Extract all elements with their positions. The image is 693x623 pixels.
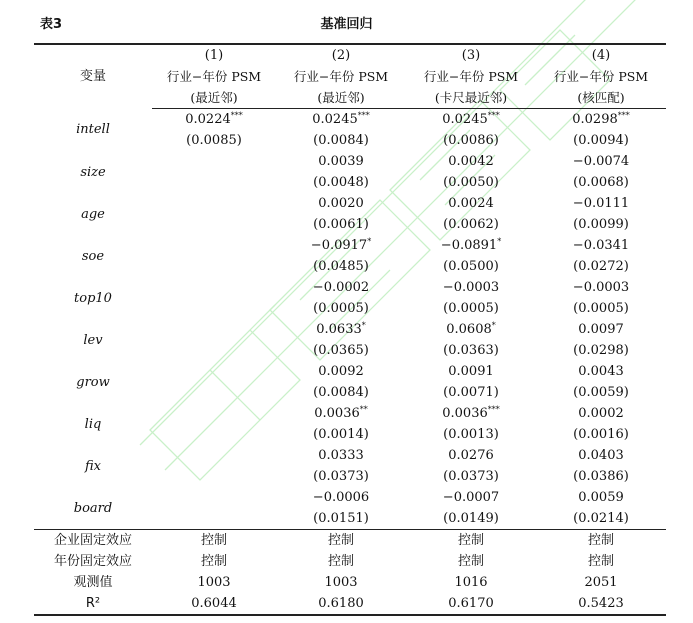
table-header <box>34 44 666 109</box>
table-body <box>34 109 666 616</box>
std-error-cell <box>152 382 276 403</box>
std-error-cell: (0.0485) <box>313 259 369 274</box>
significance-stars: *** <box>487 111 500 120</box>
coef-row <box>34 235 666 256</box>
coefficient-value: 0.0091 <box>448 364 494 379</box>
coefficient-value: −0.0003 <box>572 280 630 295</box>
coefficient-cell <box>406 319 536 340</box>
coefficient-value: 0.0039 <box>318 154 364 169</box>
coef-row <box>34 193 666 214</box>
coefficient-cell <box>536 319 666 340</box>
coefficient-cell <box>536 361 666 382</box>
coefficient-cell <box>536 193 666 214</box>
std-error-cell: (0.0014) <box>313 427 369 442</box>
coefficient-value: 0.0059 <box>578 490 624 505</box>
std-error-cell: (0.0298) <box>573 343 629 358</box>
std-error-cell <box>152 214 276 235</box>
coefficient-value: 0.0092 <box>318 364 364 379</box>
std-error-cell: (0.0013) <box>443 427 499 442</box>
coefficient-cell <box>276 403 406 424</box>
coefficient-cell <box>406 151 536 172</box>
footer-value: 控制 <box>406 530 536 552</box>
significance-stars: * <box>361 321 366 330</box>
coef-row <box>34 487 666 508</box>
coefficient-value: 0.0024 <box>448 196 494 211</box>
coefficient-value: −0.0917 <box>310 238 368 253</box>
column-method: 行业−年份 PSM <box>553 69 649 84</box>
significance-stars: * <box>367 237 372 246</box>
std-error-cell: (0.0071) <box>443 385 499 400</box>
footer-row <box>34 551 666 572</box>
footer-value: 1003 <box>324 575 358 590</box>
coefficient-value: 0.0403 <box>578 448 624 463</box>
coefficient-cell <box>406 235 536 256</box>
significance-stars: *** <box>357 111 370 120</box>
variable-name: board <box>73 500 113 516</box>
footer-value: 1016 <box>454 575 488 590</box>
coefficient-cell <box>152 235 276 256</box>
coefficient-cell <box>152 193 276 214</box>
std-error-cell: (0.0373) <box>443 469 499 484</box>
footer-value: 0.6180 <box>276 593 406 615</box>
coefficient-value: 0.0036 <box>314 406 360 421</box>
coefficient-cell <box>406 277 536 298</box>
coefficient-value: 0.0036 <box>442 406 488 421</box>
coefficient-cell <box>276 235 406 256</box>
significance-stars: *** <box>230 111 243 120</box>
variable-name: size <box>80 164 106 180</box>
std-error-cell: (0.0084) <box>313 133 369 148</box>
std-error-cell: (0.0005) <box>573 301 629 316</box>
significance-stars: *** <box>617 111 630 120</box>
std-error-cell <box>152 172 276 193</box>
std-error-cell: (0.0085) <box>186 133 242 148</box>
coefficient-cell <box>276 445 406 466</box>
coefficient-cell <box>536 151 666 172</box>
std-error-cell: (0.0365) <box>313 343 369 358</box>
coef-row <box>34 277 666 298</box>
coefficient-value: 0.0276 <box>448 448 494 463</box>
std-error-cell: (0.0005) <box>443 301 499 316</box>
table-title: 基准回归 <box>320 17 373 32</box>
variable-name: liq <box>84 416 102 432</box>
significance-stars: * <box>497 237 502 246</box>
coefficient-cell <box>152 403 276 424</box>
column-subtitle: (核匹配) <box>536 87 666 109</box>
footer-value: 0.6044 <box>152 593 276 615</box>
coefficient-cell <box>276 193 406 214</box>
coefficient-value: −0.0002 <box>312 280 370 295</box>
column-method: 行业−年份 PSM <box>293 69 389 84</box>
variable-name: top10 <box>74 290 112 306</box>
coefficient-value: 0.0245 <box>442 112 488 127</box>
std-error-cell: (0.0084) <box>313 385 369 400</box>
footer-row <box>34 572 666 593</box>
variable-name: age <box>81 206 105 222</box>
std-error-cell: (0.0272) <box>573 259 629 274</box>
column-number: (2) <box>276 44 406 66</box>
coefficient-value: −0.0341 <box>572 238 630 253</box>
footer-label: 观测值 <box>73 575 113 590</box>
coefficient-value: −0.0111 <box>572 196 630 211</box>
coef-row <box>34 319 666 340</box>
std-error-cell <box>152 508 276 530</box>
coefficient-value: 0.0633 <box>316 322 362 337</box>
significance-stars: *** <box>487 405 500 414</box>
footer-row <box>34 593 666 615</box>
coefficient-cell <box>536 235 666 256</box>
std-error-cell: (0.0048) <box>313 175 369 190</box>
footer-value: 0.6170 <box>406 593 536 615</box>
footer-value: 0.5423 <box>536 593 666 615</box>
footer-label: 年份固定效应 <box>53 554 132 569</box>
std-error-cell <box>152 466 276 487</box>
std-error-cell: (0.0386) <box>573 469 629 484</box>
std-error-cell: (0.0363) <box>443 343 499 358</box>
variable-header: 变量 <box>34 44 152 109</box>
column-number: (3) <box>406 44 536 66</box>
coefficient-value: 0.0298 <box>572 112 618 127</box>
coefficient-cell <box>406 193 536 214</box>
footer-value: 控制 <box>327 554 354 569</box>
coefficient-value: 0.0333 <box>318 448 364 463</box>
coefficient-value: 0.0043 <box>578 364 624 379</box>
coefficient-value: −0.0003 <box>442 280 500 295</box>
std-error-cell <box>152 256 276 277</box>
significance-stars: ** <box>359 405 368 414</box>
coefficient-value: 0.0002 <box>578 406 624 421</box>
variable-name: intell <box>76 122 110 138</box>
column-subtitle: (卡尺最近邻) <box>406 87 536 109</box>
variable-name: grow <box>76 374 110 390</box>
footer-value: 控制 <box>587 554 614 569</box>
std-error-cell: (0.0094) <box>573 133 629 148</box>
coefficient-cell <box>406 361 536 382</box>
std-error-cell: (0.0016) <box>573 427 629 442</box>
std-error-cell: (0.0086) <box>443 133 499 148</box>
coefficient-cell <box>152 487 276 508</box>
header-row-number <box>34 44 666 66</box>
variable-name: fix <box>84 458 101 474</box>
coefficient-cell <box>276 361 406 382</box>
coefficient-cell <box>536 403 666 424</box>
std-error-cell <box>152 298 276 319</box>
footer-value: 控制 <box>457 554 484 569</box>
column-method: 行业−年份 PSM <box>423 69 519 84</box>
coefficient-cell <box>536 277 666 298</box>
coefficient-cell <box>276 109 406 131</box>
std-error-cell: (0.0373) <box>313 469 369 484</box>
coefficient-value: 0.0097 <box>578 322 624 337</box>
footer-value: 控制 <box>536 530 666 552</box>
std-error-cell: (0.0149) <box>443 511 499 526</box>
coef-row <box>34 403 666 424</box>
coefficient-value: 0.0245 <box>312 112 358 127</box>
std-error-cell: (0.0500) <box>443 259 499 274</box>
coefficient-value: 0.0608 <box>446 322 492 337</box>
std-error-cell: (0.0151) <box>313 511 369 526</box>
coefficient-cell <box>152 319 276 340</box>
regression-table <box>34 43 666 616</box>
std-error-cell: (0.0068) <box>573 175 629 190</box>
coefficient-cell <box>276 487 406 508</box>
coefficient-cell <box>536 445 666 466</box>
coefficient-value: −0.0007 <box>442 490 500 505</box>
coef-row <box>34 151 666 172</box>
std-error-cell: (0.0214) <box>573 511 629 526</box>
footer-label: 企业固定效应 <box>34 530 152 552</box>
coef-row <box>34 445 666 466</box>
footer-value: 控制 <box>276 530 406 552</box>
variable-name: lev <box>83 332 103 348</box>
variable-name: soe <box>81 248 105 264</box>
coef-row <box>34 361 666 382</box>
coefficient-cell <box>152 109 276 131</box>
significance-stars: * <box>491 321 496 330</box>
coefficient-cell <box>276 151 406 172</box>
coefficient-cell <box>406 445 536 466</box>
coefficient-value: 0.0224 <box>185 112 231 127</box>
coef-row <box>34 109 666 131</box>
coefficient-value: −0.0074 <box>572 154 630 169</box>
column-subtitle: (最近邻) <box>152 87 276 109</box>
footer-value: 2051 <box>584 575 618 590</box>
column-method: 行业−年份 PSM <box>166 69 262 84</box>
column-number: (4) <box>536 44 666 66</box>
std-error-cell: (0.0059) <box>573 385 629 400</box>
std-error-cell: (0.0005) <box>313 301 369 316</box>
coefficient-cell <box>536 487 666 508</box>
std-error-cell: (0.0050) <box>443 175 499 190</box>
std-error-cell: (0.0061) <box>313 217 369 232</box>
coefficient-cell <box>406 109 536 131</box>
coefficient-cell <box>406 403 536 424</box>
footer-value: 控制 <box>152 530 276 552</box>
coefficient-value: 0.0042 <box>448 154 494 169</box>
coefficient-value: −0.0891 <box>440 238 498 253</box>
coefficient-cell <box>406 487 536 508</box>
coefficient-cell <box>276 319 406 340</box>
coefficient-cell <box>152 445 276 466</box>
footer-label: R² <box>34 593 152 615</box>
column-subtitle: (最近邻) <box>276 87 406 109</box>
column-number: (1) <box>152 44 276 66</box>
coefficient-value: 0.0020 <box>318 196 364 211</box>
coefficient-cell <box>536 109 666 131</box>
std-error-cell <box>152 424 276 445</box>
footer-value: 控制 <box>200 554 227 569</box>
std-error-cell: (0.0099) <box>573 217 629 232</box>
std-error-cell: (0.0062) <box>443 217 499 232</box>
footer-row <box>34 530 666 552</box>
std-error-cell <box>152 340 276 361</box>
table-caption <box>0 13 693 35</box>
coefficient-cell <box>152 361 276 382</box>
coefficient-cell <box>276 277 406 298</box>
coefficient-value: −0.0006 <box>312 490 370 505</box>
footer-value: 1003 <box>197 575 231 590</box>
table-label: 表3 <box>40 17 63 32</box>
coefficient-cell <box>152 151 276 172</box>
coefficient-cell <box>152 277 276 298</box>
